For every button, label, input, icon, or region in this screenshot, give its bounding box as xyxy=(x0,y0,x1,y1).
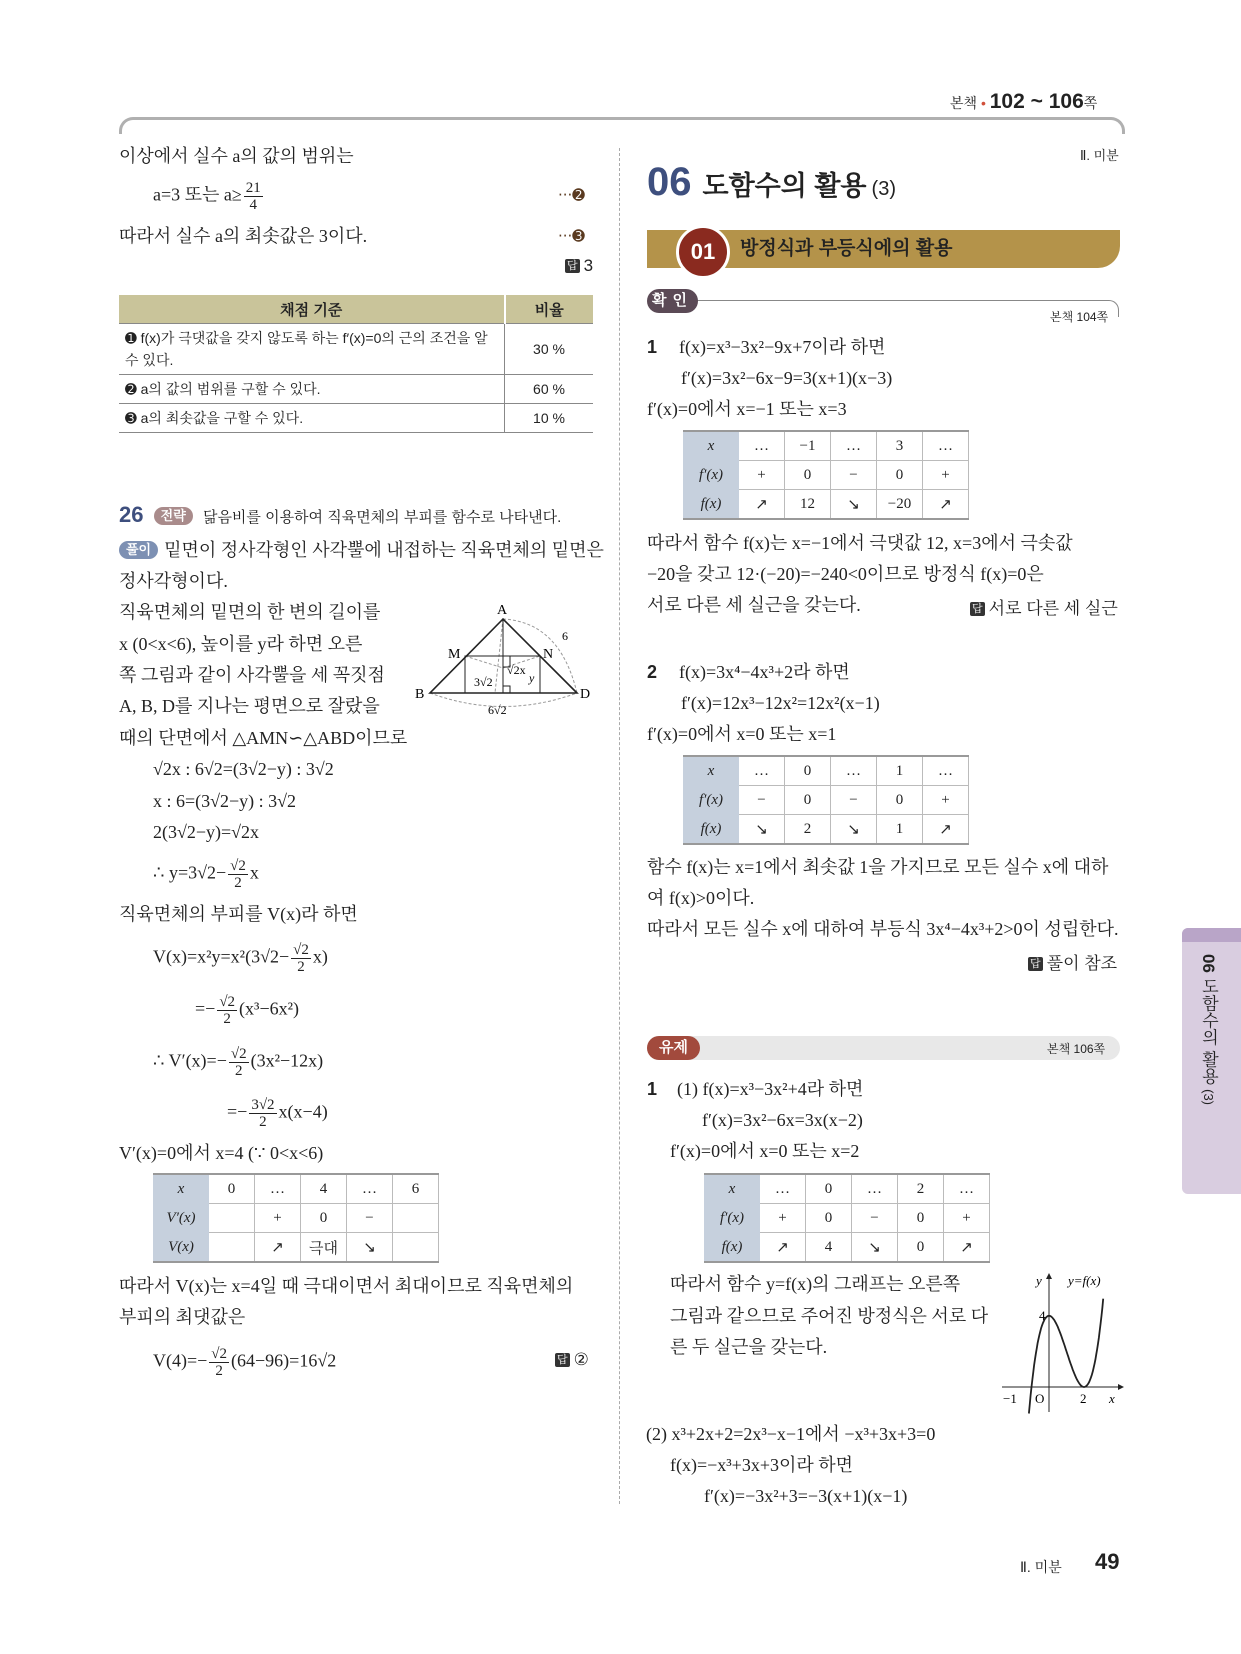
header-rule xyxy=(119,117,1125,134)
table-cell: 0 xyxy=(785,461,831,490)
criteria-text: ➊ f(x)가 극댓값을 갖지 않도록 하는 f′(x)=0의 근의 조건을 알 수 있다. xyxy=(119,324,505,375)
denominator: 2 xyxy=(215,1363,223,1379)
table-cell: … xyxy=(923,756,969,786)
eq-text: V(4)=− xyxy=(153,1350,208,1371)
numerator: 3√2 xyxy=(251,1097,275,1113)
table-cell: … xyxy=(760,1174,806,1204)
label-base: 6√2 xyxy=(488,703,507,717)
practice-reference: 본책 106쪽 xyxy=(1047,1042,1106,1056)
chapter-sub: (3) xyxy=(871,178,896,200)
table-cell: − xyxy=(347,1204,393,1233)
table-cell xyxy=(393,1233,439,1263)
text-line: 이상에서 실수 a의 값의 범위는 xyxy=(119,146,354,166)
numerator: √2 xyxy=(293,942,309,958)
grading-criteria-table xyxy=(119,295,593,433)
pyramid-cross-section-diagram xyxy=(410,590,600,722)
table-row xyxy=(684,461,969,490)
book-label: 본책 xyxy=(950,95,978,111)
criteria-text: ➋ a의 값의 범위를 구할 수 있다. xyxy=(119,375,505,404)
text-line: 정사각형이다. xyxy=(119,571,228,591)
fraction xyxy=(244,180,263,213)
answer-icon: 답 xyxy=(567,260,578,272)
strategy-text: 닮음비를 이용하여 직육면체의 부피를 함수로 나타낸다. xyxy=(202,509,562,526)
denominator: 2 xyxy=(234,1063,243,1079)
denominator: 2 xyxy=(259,1114,267,1130)
table-cell: + xyxy=(739,461,785,490)
bullet: • xyxy=(980,95,986,111)
label-A: A xyxy=(497,603,508,618)
eq-text: (x³−6x²) xyxy=(239,998,299,1019)
eq-text: x) xyxy=(312,946,328,967)
text-line: 때의 단면에서 △AMN∽△ABD이므로 xyxy=(119,728,408,748)
table-cell: + xyxy=(923,461,969,490)
y-label: y xyxy=(1036,1273,1042,1288)
text-line xyxy=(119,538,604,562)
numerator: 21 xyxy=(245,180,261,196)
label-B: B xyxy=(415,687,425,702)
table-cell: −1 xyxy=(785,431,831,461)
table-cell: … xyxy=(347,1174,393,1204)
equation: √2x : 6√2=(3√2−y) : 3√2 xyxy=(153,759,334,779)
table-row xyxy=(684,431,969,461)
equation: 2(3√2−y)=√2x xyxy=(153,822,260,842)
label-6: 6 xyxy=(562,629,568,643)
question-number: 1 xyxy=(647,1079,658,1099)
eq-text: V(x)=x²y=x²(3√2− xyxy=(153,946,290,967)
table-cell: ↘ xyxy=(831,815,877,845)
text-line: 함수 f(x)는 x=1에서 최솟값 1을 가지므로 모든 실수 x에 대하 xyxy=(647,857,1109,877)
answer-value: ② xyxy=(573,1350,589,1369)
text-line: 른 두 실근을 갖는다. xyxy=(670,1337,828,1357)
chapter-title xyxy=(647,160,896,211)
text-line: 쪽 그림과 같이 사각뿔을 세 꼭짓점 xyxy=(119,665,385,685)
solution-badge: 풀이 xyxy=(119,541,158,559)
table-cell: 1 xyxy=(877,815,923,845)
page-range: 102 ~ 106 xyxy=(989,90,1084,113)
ratio-header: 비율 xyxy=(505,295,594,324)
table-cell: 12 xyxy=(785,490,831,520)
footer-part: Ⅱ. 미분 xyxy=(1020,1559,1062,1575)
text-line: 따라서 실수 a의 최솟값은 3이다. xyxy=(119,226,368,246)
answer-icon: 답 xyxy=(557,1354,568,1366)
fraction xyxy=(209,1346,229,1379)
table-cell: ↗ xyxy=(760,1233,806,1263)
label-M: M xyxy=(448,647,461,662)
table-cell: ↘ xyxy=(739,815,785,845)
eq-text: =− xyxy=(195,998,216,1019)
tab-sub: (3) xyxy=(1201,1089,1216,1106)
range-equation xyxy=(153,180,265,213)
text-line: f′(x)=0에서 x=0 또는 x=2 xyxy=(670,1141,860,1161)
table-row xyxy=(154,1204,439,1233)
row-header: x xyxy=(154,1174,209,1204)
table-cell: + xyxy=(944,1204,990,1233)
table-cell: + xyxy=(923,786,969,815)
table-cell: … xyxy=(831,756,877,786)
text-line: A, B, D를 지나는 평면으로 잘랐을 xyxy=(119,696,380,716)
equation xyxy=(153,1346,336,1379)
ratio: 30 % xyxy=(505,324,594,375)
table-cell: − xyxy=(739,786,785,815)
table-row xyxy=(154,1174,439,1204)
equation xyxy=(153,858,259,891)
table-cell: 0 xyxy=(785,786,831,815)
table-cell: ↘ xyxy=(831,490,877,520)
table-cell: ↘ xyxy=(347,1233,393,1263)
denominator: 2 xyxy=(234,875,242,891)
text-line: (1) f(x)=x³−3x²+4라 하면 xyxy=(677,1079,864,1099)
table-cell: 0 xyxy=(898,1204,944,1233)
text-line: 그림과 같으므로 주어진 방정식은 서로 다 xyxy=(670,1306,989,1326)
ratio: 60 % xyxy=(505,375,594,404)
table-cell: 0 xyxy=(301,1204,347,1233)
row-header: f′(x) xyxy=(684,461,739,490)
practice-badge xyxy=(647,1036,700,1060)
chapter-number: 06 xyxy=(647,160,692,204)
label-y: y xyxy=(529,671,535,685)
numerator: √2 xyxy=(219,994,236,1010)
equation xyxy=(227,1097,328,1130)
text-line: f(x)=x³−3x²−9x+7이라 하면 xyxy=(679,337,886,357)
tick-neg1: −1 xyxy=(1003,1391,1017,1406)
practice-label: 유제 xyxy=(659,1039,688,1056)
table-cell xyxy=(209,1204,255,1233)
table-cell: 0 xyxy=(898,1233,944,1263)
table-cell: 2 xyxy=(785,815,831,845)
chapter-side-tab[interactable] xyxy=(1182,928,1241,1194)
table-cell: 2 xyxy=(898,1174,944,1204)
x-label: x xyxy=(1109,1391,1115,1406)
table-cell: −20 xyxy=(877,490,923,520)
table-row xyxy=(684,786,969,815)
text-line: f′(x)=0에서 x=−1 또는 x=3 xyxy=(647,399,847,419)
text-line: f′(x)=3x²−6x−9=3(x+1)(x−3) xyxy=(681,368,893,388)
equation: V′(x)=0에서 x=4 (∵ 0<x<6) xyxy=(119,1143,324,1163)
table-cell: 0 xyxy=(877,786,923,815)
variation-table xyxy=(683,430,969,520)
answer-value: 3 xyxy=(583,256,594,275)
step-marker-3: ···➌ xyxy=(558,227,585,245)
equation xyxy=(153,942,328,975)
table-cell: 4 xyxy=(301,1174,347,1204)
text-line: 따라서 모든 실수 x에 대하여 부등식 3x⁴−4x³+2>0이 성립한다. xyxy=(647,919,1119,939)
table-cell: 0 xyxy=(877,461,923,490)
table-row xyxy=(684,490,969,520)
row-header: f(x) xyxy=(705,1233,760,1263)
text-line: (2) x³+2x+2=2x³−x−1에서 −x³+3x+3=0 xyxy=(646,1424,936,1444)
equation xyxy=(195,994,299,1027)
row-header: f(x) xyxy=(684,815,739,845)
text-line: f(x)=3x⁴−4x³+2라 하면 xyxy=(679,662,850,682)
denominator: 2 xyxy=(297,959,305,975)
row-header: x xyxy=(684,431,739,461)
table-cell xyxy=(393,1204,439,1233)
answer xyxy=(565,256,593,276)
tab-title: 도함수의 활용 xyxy=(1199,977,1218,1085)
text: 밑면이 정사각형인 사각뿔에 내접하는 직육면체의 밑면은 xyxy=(164,540,604,560)
table-cell: 1 xyxy=(877,756,923,786)
denominator: 2 xyxy=(223,1011,231,1027)
ratio: 10 % xyxy=(505,404,594,433)
tick-4: 4 xyxy=(1039,1308,1046,1323)
eq-text: x xyxy=(249,862,259,883)
fraction xyxy=(228,858,248,891)
row-header: f(x) xyxy=(684,490,739,520)
text-line: f′(x)=0에서 x=0 또는 x=1 xyxy=(647,724,837,744)
table-row xyxy=(684,756,969,786)
eq-text: ∴ y=3√2− xyxy=(153,862,227,883)
origin-label: O xyxy=(1035,1391,1045,1406)
label-D: D xyxy=(580,687,591,702)
eq-text: (64−96)=16√2 xyxy=(231,1350,337,1371)
answer xyxy=(1028,949,1117,974)
fraction xyxy=(249,1097,276,1130)
table-cell: ↘ xyxy=(852,1233,898,1263)
row-header: V′(x) xyxy=(154,1204,209,1233)
check-label: 확인 xyxy=(647,289,698,313)
text-line: 따라서 함수 f(x)는 x=−1에서 극댓값 12, x=3에서 극솟값 xyxy=(647,533,1073,553)
part-label: Ⅱ. 미분 xyxy=(1080,148,1119,163)
table-cell: ↗ xyxy=(739,490,785,520)
criteria-header: 채점 기준 xyxy=(119,295,505,324)
row-header: f′(x) xyxy=(684,786,739,815)
table-cell: … xyxy=(739,756,785,786)
section-number-badge xyxy=(676,225,730,279)
table-row xyxy=(119,375,593,404)
row-header: f′(x) xyxy=(705,1204,760,1233)
text-line: 서로 다른 세 실근을 갖는다. xyxy=(647,595,861,615)
question-number: 2 xyxy=(647,662,658,682)
fraction xyxy=(217,994,237,1027)
tab-number: 06 xyxy=(1199,954,1218,973)
label-N: N xyxy=(543,647,554,662)
variation-table xyxy=(683,755,969,845)
page-range-header xyxy=(950,90,1097,115)
text-line: 직육면체의 부피를 V(x)라 하면 xyxy=(119,904,358,924)
table-cell: 0 xyxy=(806,1204,852,1233)
table-cell: 0 xyxy=(806,1174,852,1204)
row-header: V(x) xyxy=(154,1233,209,1263)
text-line: f(x)=−x³+3x+3이라 하면 xyxy=(670,1455,854,1475)
table-cell: ↗ xyxy=(255,1233,301,1263)
equation xyxy=(153,1046,323,1079)
section-number: 01 xyxy=(690,239,716,264)
y-axis-arrow xyxy=(1046,1273,1052,1279)
text-line: 따라서 V(x)는 x=4일 때 극대이면서 최대이므로 직육면체의 xyxy=(119,1276,574,1296)
page-number: 49 xyxy=(1095,1549,1120,1574)
row-header: x xyxy=(684,756,739,786)
table-cell: − xyxy=(831,786,877,815)
table-cell: … xyxy=(831,431,877,461)
table-cell: − xyxy=(831,461,877,490)
check-badge xyxy=(647,289,698,313)
criteria-text: ➌ a의 최솟값을 구할 수 있다. xyxy=(119,404,505,433)
numerator: √2 xyxy=(230,858,246,874)
check-reference: 본책 104쪽 xyxy=(1050,310,1109,324)
table-cell: ↗ xyxy=(923,815,969,845)
column-divider xyxy=(619,148,620,1504)
cubic-graph xyxy=(1000,1260,1130,1420)
eq-text: a=3 또는 a≥ xyxy=(153,184,242,205)
table-cell: … xyxy=(944,1174,990,1204)
table-cell: ↗ xyxy=(923,490,969,520)
numerator: √2 xyxy=(211,1346,228,1362)
section-title: 방정식과 부등식에의 활용 xyxy=(740,238,953,259)
text-line: f′(x)=3x²−6x=3x(x−2) xyxy=(702,1110,863,1130)
answer-icon: 답 xyxy=(1030,958,1041,970)
step-marker-2: ···➋ xyxy=(558,186,585,204)
table-cell: 0 xyxy=(209,1174,255,1204)
label-height: 3√2 xyxy=(474,675,493,689)
eq-text: (3x²−12x) xyxy=(250,1050,324,1071)
eq-text: =− xyxy=(227,1101,248,1122)
table-cell: 6 xyxy=(393,1174,439,1204)
table-cell: 0 xyxy=(785,756,831,786)
denominator: 4 xyxy=(249,197,258,213)
table-cell: ↗ xyxy=(944,1233,990,1263)
text-line: 부피의 최댓값은 xyxy=(119,1307,246,1327)
answer-value: 서로 다른 세 실근 xyxy=(988,599,1118,618)
text-line: f′(x)=12x³−12x²=12x²(x−1) xyxy=(681,693,880,713)
curve-label: y=f(x) xyxy=(1068,1273,1101,1288)
answer xyxy=(970,594,1118,619)
chapter-name: 도함수의 활용 xyxy=(702,171,867,201)
table-row xyxy=(119,404,593,433)
problem-26-header xyxy=(119,503,561,530)
problem-number: 26 xyxy=(119,502,144,527)
text-line: 따라서 함수 y=f(x)의 그래프는 오른쪽 xyxy=(670,1274,961,1294)
answer xyxy=(555,1350,589,1370)
table-cell: … xyxy=(923,431,969,461)
table-cell: … xyxy=(255,1174,301,1204)
table-row xyxy=(705,1174,990,1204)
table-cell: 3 xyxy=(877,431,923,461)
eq-text: x(x−4) xyxy=(278,1101,328,1122)
strategy-badge: 전략 xyxy=(154,507,193,525)
text-line: −20을 갖고 12·(−20)=−240<0이므로 방정식 f(x)=0은 xyxy=(647,564,1044,584)
text-line: 직육면체의 밑면의 한 변의 길이를 xyxy=(119,602,381,622)
table-cell: + xyxy=(255,1204,301,1233)
table-row xyxy=(705,1233,990,1263)
table-row xyxy=(119,324,593,375)
answer-value: 풀이 참조 xyxy=(1046,954,1118,973)
table-cell: … xyxy=(739,431,785,461)
text-line: x (0<x<6), 높이를 y라 하면 오른 xyxy=(119,634,363,654)
variation-table xyxy=(704,1173,990,1263)
table-cell: − xyxy=(852,1204,898,1233)
table-row xyxy=(705,1204,990,1233)
table-cell: + xyxy=(760,1204,806,1233)
variation-table xyxy=(153,1173,439,1263)
page-unit: 쪽 xyxy=(1083,95,1098,111)
table-cell: 극대 xyxy=(301,1233,347,1263)
tick-2: 2 xyxy=(1080,1391,1087,1406)
eq-text: ∴ V′(x)=− xyxy=(153,1050,227,1071)
question-number: 1 xyxy=(647,337,658,357)
table-row xyxy=(684,815,969,845)
table-cell: 4 xyxy=(806,1233,852,1263)
table-cell xyxy=(209,1233,255,1263)
equation: x : 6=(3√2−y) : 3√2 xyxy=(153,791,297,811)
text-line: 여 f(x)>0이다. xyxy=(647,888,755,908)
table-cell: … xyxy=(852,1174,898,1204)
text-line: f′(x)=−3x²+3=−3(x+1)(x−1) xyxy=(704,1486,908,1506)
numerator: √2 xyxy=(230,1046,247,1062)
fraction xyxy=(229,1046,249,1079)
table-row xyxy=(154,1233,439,1263)
label-diag: √2x xyxy=(507,663,526,677)
x-axis-arrow xyxy=(1118,1384,1124,1390)
row-header: x xyxy=(705,1174,760,1204)
fraction xyxy=(291,942,311,975)
answer-icon: 답 xyxy=(972,603,983,615)
